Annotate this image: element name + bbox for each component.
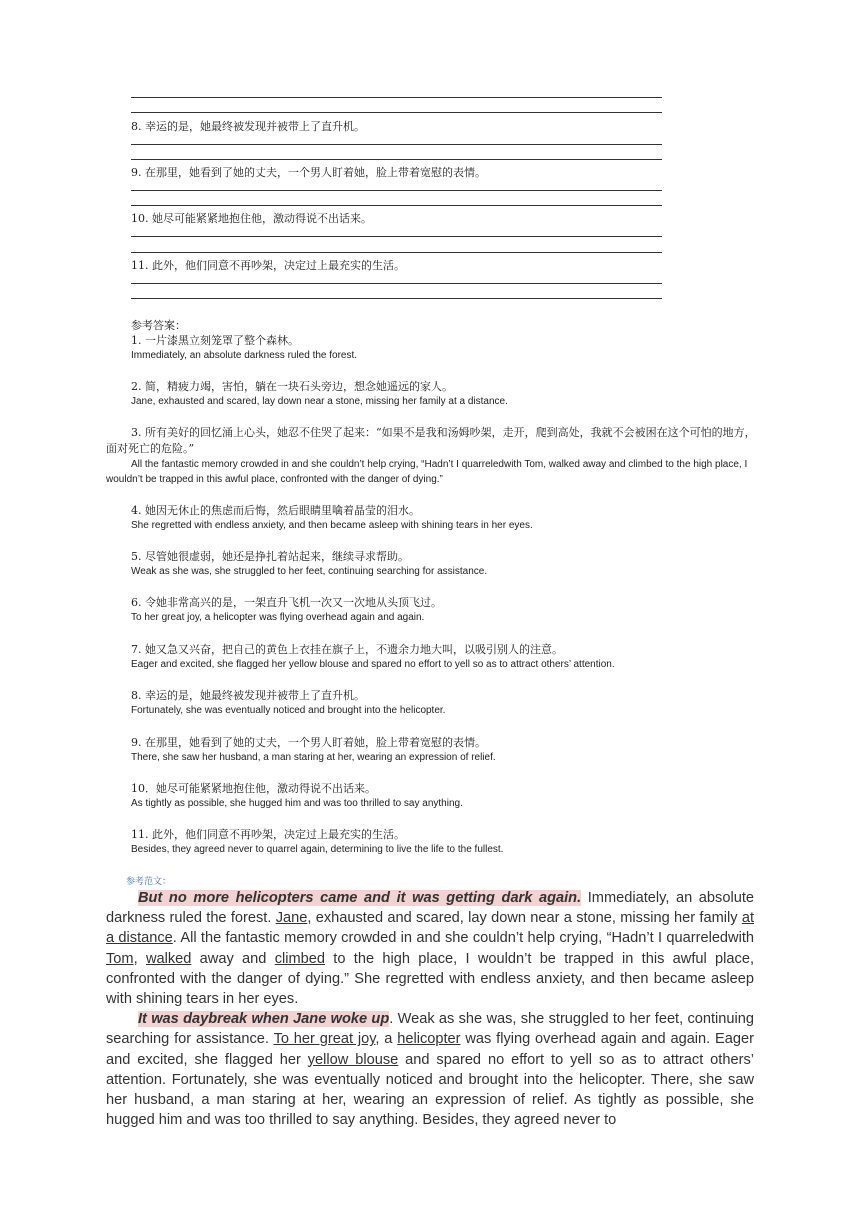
answer-english: Besides, they agreed never to quarrel again, determining to live the life to the fullest. bbox=[131, 844, 504, 855]
essay-text: , a bbox=[375, 1031, 398, 1048]
answer-english: All the fantastic memory crowded in and she couldn’t help crying, “Hadn’t I quarreledwith Tom, walked away and climbed to the high place, I wouldn’t be trapped in this awful place, confronted with the danger of dying.” bbox=[106, 459, 748, 485]
essay-text: . Weak as she was, she struggled to her feet, continuing searching for assistance. bbox=[106, 1011, 754, 1048]
question-number: 9. bbox=[131, 166, 142, 179]
essay-text: was flying overhead again and again. Eager and excited, she flagged her bbox=[106, 1031, 754, 1068]
answer-english: To her great joy, a helicopter was flying overhead again and again. bbox=[131, 612, 425, 623]
answer-line bbox=[131, 97, 662, 98]
answer-english: There, she saw her husband, a man staring at her, wearing an expression of relief. bbox=[131, 752, 496, 763]
sample-essay bbox=[106, 888, 754, 1130]
answer-chinese: 3. 所有美好的回忆涌上心头，她忍不住哭了起来：“如果不是我和汤姆吵架，走开，爬到高处，我就不会被困在这个可怕的地方，面对死亡的危险。” bbox=[106, 426, 756, 455]
answer-line bbox=[131, 144, 662, 145]
answer-english: She regretted with endless anxiety, and then became asleep with shining tears in her eyes. bbox=[131, 520, 533, 531]
answer-chinese: 4. 她因无休止的焦虑而后悔，然后眼睛里噙着晶莹的泪水。 bbox=[131, 504, 420, 517]
question-8 bbox=[131, 118, 365, 134]
underlined-phrase: Tom bbox=[106, 950, 134, 967]
essay-paragraph-2 bbox=[106, 1009, 754, 1130]
answer-item-2 bbox=[131, 379, 756, 409]
answer-item-1 bbox=[131, 333, 756, 363]
answer-line bbox=[131, 190, 662, 191]
underlined-phrase: yellow blouse bbox=[307, 1051, 399, 1068]
essay-text: away and bbox=[191, 950, 275, 967]
underlined-phrase: To her great joy bbox=[273, 1031, 376, 1048]
answer-item-4 bbox=[131, 503, 756, 533]
answer-line bbox=[131, 159, 662, 160]
underlined-phrase: helicopter bbox=[397, 1031, 461, 1048]
question-9 bbox=[131, 164, 486, 180]
answer-item-7 bbox=[131, 642, 756, 672]
answer-chinese: 9. 在那里，她看到了她的丈夫，一个男人盯着她，脸上带着宽慰的表情。 bbox=[131, 736, 486, 749]
answer-english: Fortunately, she was eventually noticed and brought into the helicopter. bbox=[131, 705, 446, 716]
essay-text: and spared no effort to yell so as to attract others’ attention. Fortunately, she was eventually noticed and brought into the helicopter. There, she saw her husband, a man staring at her, wearing an expression of relief. As tightly as possible, she hugged him and was too thrilled to say anything. Besides, they agreed never to bbox=[106, 1051, 754, 1129]
answer-english: As tightly as possible, she hugged him and was too thrilled to say anything. bbox=[131, 798, 463, 809]
answer-line bbox=[131, 298, 662, 299]
question-number: 11. bbox=[131, 259, 149, 272]
answer-chinese: 11. 此外，他们同意不再吵架，决定过上最充实的生活。 bbox=[131, 828, 405, 841]
answer-chinese: 10．她尽可能紧紧地抱住他，激动得说不出话来。 bbox=[131, 782, 376, 795]
question-text: 幸运的是，她最终被发现并被带上了直升机。 bbox=[145, 120, 365, 133]
answer-item-10 bbox=[131, 781, 756, 811]
question-number: 8. bbox=[131, 120, 142, 133]
answer-english: Jane, exhausted and scared, lay down near a stone, missing her family at a distance. bbox=[131, 396, 508, 407]
highlighted-lead: It was daybreak when Jane woke up bbox=[138, 1011, 390, 1028]
answer-line bbox=[131, 205, 662, 206]
essay-text: to the high place, I wouldn’t be trapped in this awful place, confronted with the danger of dying.” She regretted with endless anxiety, and then became asleep with shining tears in her eyes. bbox=[106, 950, 754, 1008]
answer-chinese: 8. 幸运的是，她最终被发现并被带上了直升机。 bbox=[131, 689, 365, 702]
answer-item-6 bbox=[131, 595, 756, 625]
answer-line bbox=[131, 112, 662, 113]
answer-line bbox=[131, 236, 662, 237]
essay-text: , bbox=[133, 950, 146, 967]
answer-item-3 bbox=[106, 425, 756, 487]
question-10 bbox=[131, 210, 372, 226]
underlined-phrase: climbed bbox=[274, 950, 325, 967]
underlined-phrase: at a distance bbox=[106, 910, 754, 947]
answer-chinese: 5. 尽管她很虚弱，她还是挣扎着站起来，继续寻求帮助。 bbox=[131, 550, 409, 563]
underlined-phrase: walked bbox=[145, 950, 192, 967]
essay-text: . All the fantastic memory crowded in and she couldn’t help crying, “Hadn’t I quarreledwith bbox=[172, 930, 754, 947]
question-11 bbox=[131, 257, 405, 273]
essay-text: , exhausted and scared, lay down near a stone, missing her family bbox=[307, 910, 742, 927]
question-number: 10. bbox=[131, 212, 149, 225]
underlined-phrase: Jane bbox=[275, 910, 308, 927]
sample-heading: 参考范文： bbox=[126, 877, 172, 887]
answer-chinese: 2. 简，精疲力竭，害怕，躺在一块石头旁边，想念她遥远的家人。 bbox=[131, 380, 453, 393]
answer-line bbox=[131, 252, 662, 253]
answer-item-11 bbox=[131, 827, 756, 857]
question-text: 她尽可能紧紧地抱住他，激动得说不出话来。 bbox=[152, 212, 372, 225]
essay-paragraph-1 bbox=[106, 888, 754, 1009]
answers-heading: 参考答案： bbox=[131, 319, 186, 332]
answer-item-8 bbox=[131, 688, 756, 718]
answer-line bbox=[131, 283, 662, 284]
answer-item-5 bbox=[131, 549, 756, 579]
answer-chinese: 6. 令她非常高兴的是，一架直升飞机一次又一次地从头顶飞过。 bbox=[131, 596, 442, 609]
highlighted-lead: But no more helicopters came and it was getting dark again. bbox=[138, 890, 582, 906]
answer-chinese: 7. 她又急又兴奋，把自己的黄色上衣挂在旗子上，不遗余力地大叫，以吸引别人的注意。 bbox=[131, 643, 563, 656]
question-text: 此外，他们同意不再吵架，决定过上最充实的生活。 bbox=[152, 259, 405, 272]
answer-chinese: 1. 一片漆黑立刻笼罩了整个森林。 bbox=[131, 334, 299, 347]
answer-english: Weak as she was, she struggled to her feet, continuing searching for assistance. bbox=[131, 566, 488, 577]
answer-english: Immediately, an absolute darkness ruled the forest. bbox=[131, 350, 358, 361]
question-text: 在那里，她看到了她的丈夫，一个男人盯着她，脸上带着宽慰的表情。 bbox=[145, 166, 486, 179]
answer-item-9 bbox=[131, 735, 756, 765]
answer-english: Eager and excited, she flagged her yellow blouse and spared no effort to yell so as to attract others’ attention. bbox=[131, 659, 615, 670]
essay-text: Immediately, an absolute darkness ruled the forest. bbox=[106, 890, 754, 927]
